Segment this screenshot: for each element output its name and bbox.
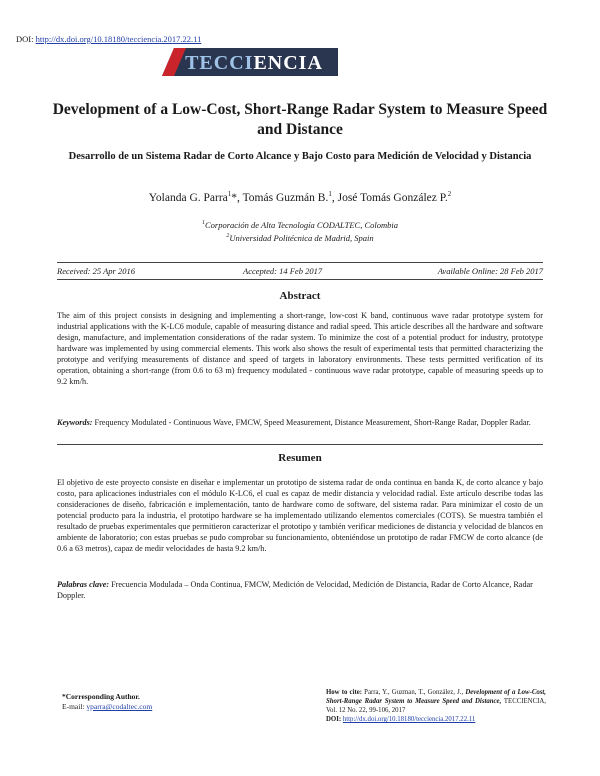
- citation-block: [326, 688, 546, 724]
- affiliation-item: [40, 231, 560, 244]
- corresponding-mark: *,: [231, 191, 243, 204]
- divider: [57, 444, 543, 445]
- abstract-keywords: [57, 417, 543, 428]
- affiliation-text: Corporación de Alta Tecnología CODALTEC, Colombia: [205, 219, 398, 230]
- online-date: Available Online: 28 Feb 2017: [437, 266, 543, 276]
- divider: [57, 262, 543, 263]
- cite-title: Development of a Low-Cost, Short-Range Radar System to Measure Speed and Distance,: [326, 689, 547, 705]
- logo-text-part2: ENCIA: [253, 52, 323, 74]
- author-name: Yolanda G. Parra: [148, 191, 228, 204]
- cite-authors: Parra, Y., Guzman, T., González, J.,: [364, 689, 464, 696]
- paper-title: Development of a Low-Cost, Short-Range Radar System to Measure Speed and Distance: [52, 101, 548, 138]
- cite-doi-label: DOI:: [326, 716, 342, 723]
- doi-header: [16, 34, 201, 44]
- article-dates: [57, 266, 543, 278]
- corresponding-label: *Corresponding Author.: [62, 692, 140, 701]
- author-affil-mark: 1: [227, 190, 232, 198]
- author-affil-mark: 1: [328, 190, 332, 198]
- corresponding-author: [62, 692, 152, 712]
- cite-label: How to cite:: [326, 689, 363, 696]
- keywords-label: Keywords:: [57, 418, 93, 427]
- abstract-heading: Abstract: [279, 290, 321, 302]
- cite-doi-link[interactable]: http://dx.doi.org/10.18180/tecciencia.2017.22.11: [342, 716, 476, 723]
- keywords-label: Palabras clave:: [57, 580, 110, 589]
- author-affil-mark: 2: [447, 190, 452, 198]
- logo-text-part1: TECCI: [185, 52, 254, 74]
- cite-journal: TECCIENCIA, Vol. 12 No. 22, 99-106, 2017: [326, 698, 546, 714]
- affiliations: [40, 218, 560, 244]
- affiliation-mark: 1: [202, 220, 205, 226]
- email-label: E-mail:: [62, 702, 85, 711]
- email-link[interactable]: yparra@codaltec.com: [86, 702, 153, 711]
- abstract-text: The aim of this project consists in designing and implementing a short-range, low-cost K band, continuous wave radar prototype system for industrial applications with the K-LC6 module, capable of measuring distance and radial speed. This article describes all the hardware and software design, manufacture, and implementation considerations of the radar system. To minimize the cost of a potential product for industry, prototype hardware was implemented by using commercial elements. This work also shows the result of experimental tests that permitted characterizing the prototype and verifying measurements of distance and speed of targets in laboratory environments. These tests permitted verification of its operation, obtaining a short-range (from 0.6 to 63 m) frequency modulated - continuous wave radar prototype, capable of measuring speeds up to 9.2 km/h.: [57, 311, 543, 386]
- affiliation-mark: 2: [226, 232, 230, 239]
- author-name: José Tomás González P.: [337, 191, 448, 204]
- doi-link[interactable]: http://dx.doi.org/10.18180/tecciencia.2017.22.11: [35, 34, 202, 44]
- author-list: [40, 190, 560, 204]
- received-date: Received: 25 Apr 2016: [57, 266, 135, 276]
- affiliation-text: Universidad Politécnica de Madrid, Spain: [229, 232, 374, 243]
- resumen-keywords: [57, 579, 543, 601]
- author-separator: ,: [331, 191, 338, 204]
- author-name: Tomás Guzmán B.: [242, 191, 329, 204]
- divider: [57, 279, 543, 280]
- journal-logo: [162, 48, 338, 76]
- logo-text: [185, 52, 323, 74]
- paper-subtitle: Desarrollo de un Sistema Radar de Corto Alcance y Bajo Costo para Medición de Velocidad y Distancia: [68, 151, 532, 162]
- resumen-text: El objetivo de este proyecto consiste en diseñar e implementar un prototipo de sistema radar de onda continua en banda K, de corto alcance y bajo costo, para aplicaciones industriales con el módulo K-LC6, el cual es capaz de medir distancia y velocidad radial. Este artículo describe todas las consideraciones de diseño, fabricación e implementación, tanto de hardware como de software, del sistema radar. Para minimizar el costo de un potencial producto para la industria, el prototipo hardware se ha implementado utilizando elementos comerciales (COTS). Se muestra también el resultado de pruebas experimentales que permitieron caracterizar el prototipo y también verificar mediciones de distancia y velocidad de blancos en ambiente de laboratorio; con estas pruebas se pudo comprobar su funcionamiento, obteniéndose un prototipo de radar FMCW de corto alcance (de 0.6 a 63 metros), capaz de medir velocidades de hasta 9.2 km/h.: [57, 478, 543, 553]
- resumen-heading: Resumen: [278, 452, 322, 464]
- doi-label: DOI:: [16, 34, 34, 44]
- keywords-text: Frecuencia Modulada – Onda Continua, FMCW, Medición de Velocidad, Medición de Distancia, Radar de Corto Alcance, Radar Doppler.: [57, 580, 533, 600]
- keywords-text: Frequency Modulated - Continuous Wave, FMCW, Speed Measurement, Distance Measurement, Short-Range Radar, Doppler Radar.: [94, 418, 531, 427]
- accepted-date: Accepted: 14 Feb 2017: [243, 266, 323, 276]
- affiliation-item: [40, 218, 560, 231]
